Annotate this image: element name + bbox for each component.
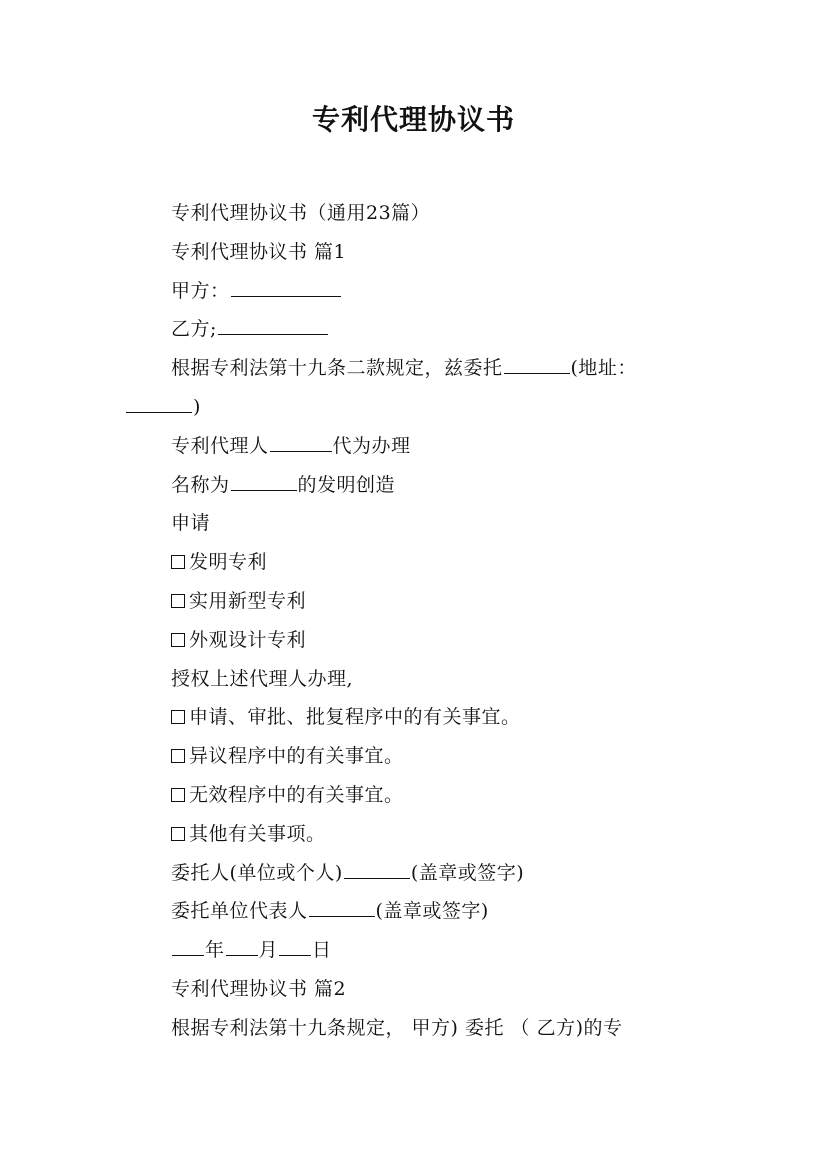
option-label: 实用新型专利 [189, 589, 307, 612]
invention-name-blank [231, 470, 297, 491]
checkbox-icon[interactable] [171, 633, 185, 647]
option-label: 异议程序中的有关事宜。 [189, 745, 404, 768]
party-a-label: 甲方： [171, 279, 230, 302]
invention-name-suffix: 的发明创造 [297, 473, 396, 496]
month-blank [226, 935, 258, 956]
section-2-first-line: 根据专利法第十九条规定， 甲方) 委托 （ 乙方)的专 [171, 1016, 623, 1039]
entrustee-blank [504, 353, 570, 374]
principal-label: 委托人(单位或个人) [171, 861, 343, 884]
checkbox-icon[interactable] [171, 749, 185, 763]
month-label: 月 [258, 939, 279, 962]
representative-label: 委托单位代表人 [171, 900, 308, 923]
principal-signature-line [125, 854, 705, 893]
agent-label: 专利代理人 [171, 434, 269, 457]
checkbox-icon[interactable] [171, 827, 185, 841]
document-title: 专利代理协议书 [311, 103, 515, 136]
agent-line [125, 427, 705, 466]
collection-heading: 专利代理协议书（通用23篇） [171, 202, 431, 224]
entrust-line [125, 349, 705, 388]
authorize-line: 授权上述代理人办理, [171, 667, 354, 690]
option-design-patent [125, 621, 705, 660]
checkbox-icon[interactable] [171, 555, 185, 569]
address-close: ) [193, 395, 201, 418]
invention-name-line [125, 466, 705, 505]
party-b-blank [218, 314, 328, 335]
checkbox-icon[interactable] [171, 710, 185, 724]
option-label: 无效程序中的有关事宜。 [189, 783, 404, 806]
option-invention-patent [125, 543, 705, 582]
option-label: 申请、审批、批复程序中的有关事宜。 [189, 706, 521, 729]
representative-suffix: (盖章或签字) [375, 900, 489, 923]
address-line [125, 388, 705, 427]
principal-blank [344, 858, 410, 879]
option-other-matters [125, 815, 705, 854]
section-heading-2: 专利代理协议书 篇2 [171, 977, 347, 1000]
date-line [125, 931, 705, 970]
option-application-procedure [125, 698, 705, 737]
representative-signature-line [125, 892, 705, 931]
year-label: 年 [205, 939, 225, 962]
address-blank [126, 392, 192, 413]
document-body [125, 194, 705, 1048]
option-invalidation-procedure [125, 776, 705, 815]
option-label: 外观设计专利 [189, 628, 307, 651]
option-opposition-procedure [125, 737, 705, 776]
option-label: 其他有关事项。 [189, 822, 326, 845]
checkbox-icon[interactable] [171, 594, 185, 608]
address-label: (地址： [570, 357, 637, 380]
day-label: 日 [312, 939, 332, 962]
section-heading-1: 专利代理协议书 篇1 [171, 240, 347, 263]
party-b-label: 乙方; [171, 318, 217, 341]
option-utility-model [125, 582, 705, 621]
agent-suffix: 代为办理 [332, 434, 411, 457]
party-a-line [125, 272, 705, 311]
representative-blank [309, 896, 375, 917]
apply-line: 申请 [171, 512, 211, 535]
option-label: 发明专利 [189, 551, 268, 574]
checkbox-icon[interactable] [171, 788, 185, 802]
agent-blank [270, 431, 332, 452]
party-a-blank [231, 276, 341, 297]
party-b-line [125, 310, 705, 349]
invention-name-label: 名称为 [171, 473, 230, 496]
principal-suffix: (盖章或签字) [410, 861, 525, 884]
entrust-text: 根据专利法第十九条二款规定，兹委托 [171, 357, 503, 380]
year-blank [172, 935, 204, 956]
day-blank [279, 935, 311, 956]
